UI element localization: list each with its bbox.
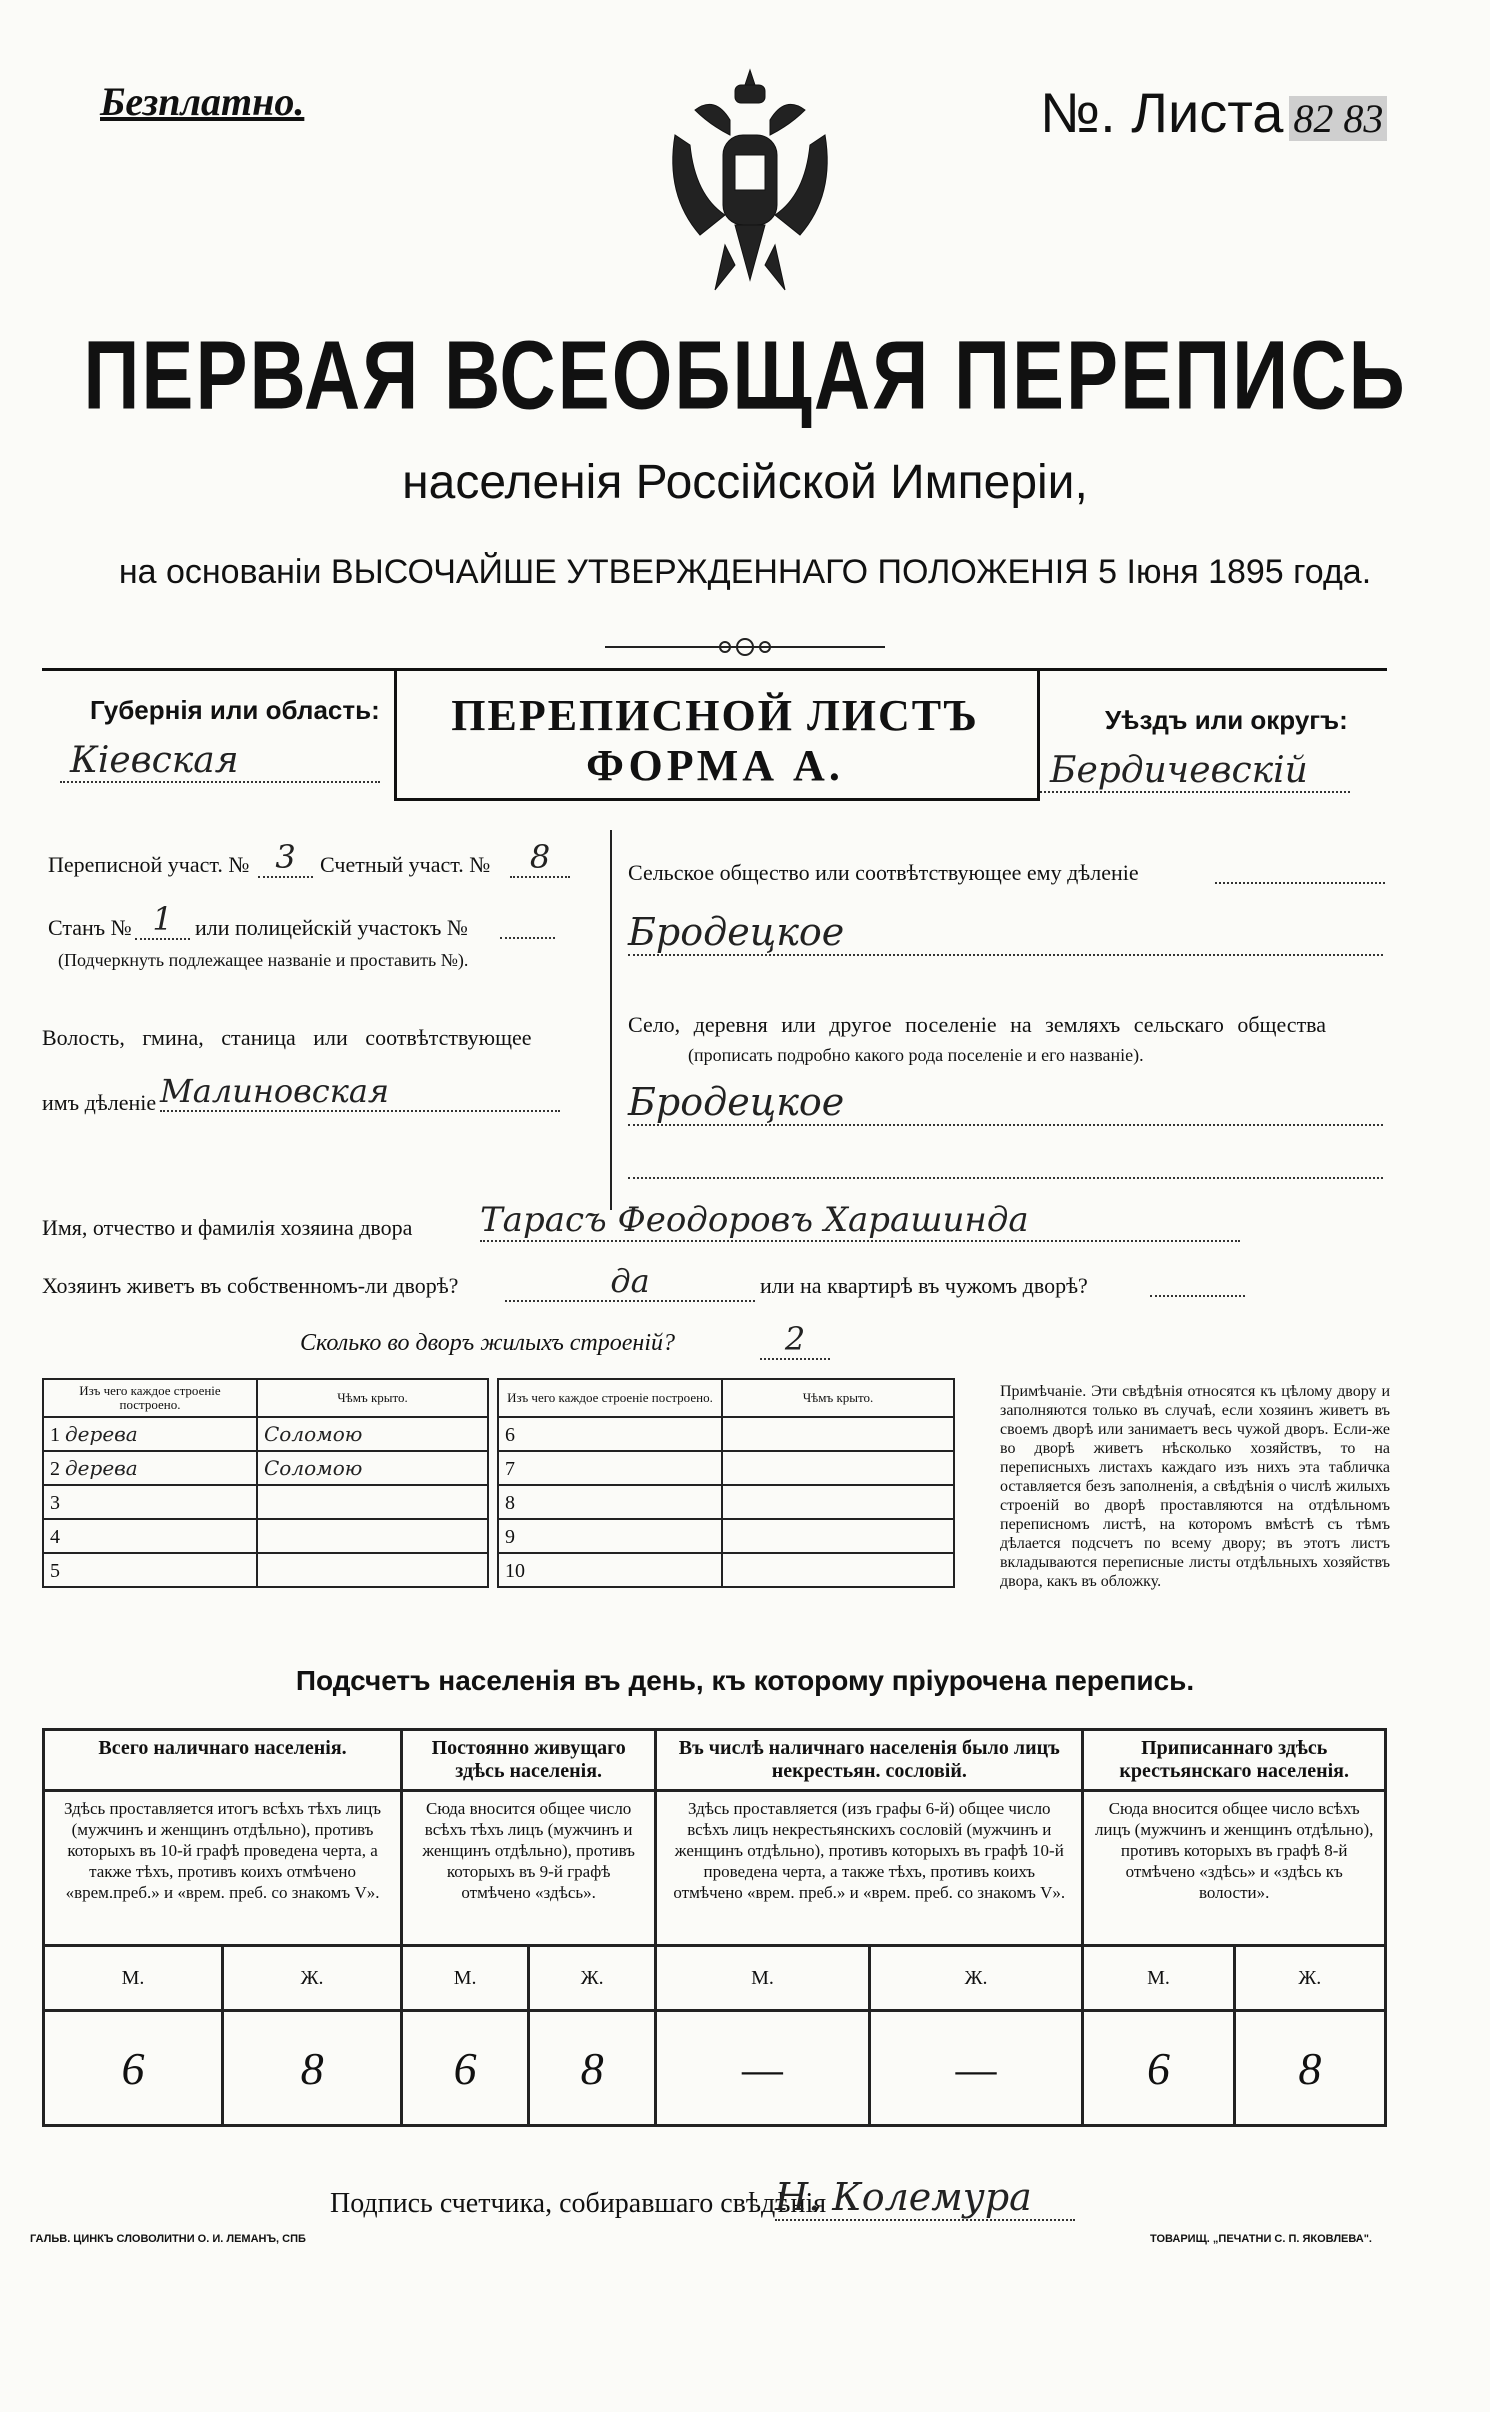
ornament-divider [605,632,885,662]
permanent-female[interactable]: 8 [529,2011,656,2126]
female-label: Ж. [223,1946,402,2011]
legal-basis: на основаніи ВЫСОЧАЙШЕ УТВЕРЖДЕННАГО ПОЛОЖЕНІЯ 5 Іюня 1895 года. [118,553,1372,591]
buildings-note: Примѣчаніе. Эти свѣдѣнія относятся къ цѣлому двору и заполняются только въ случаѣ, если хозяинъ живетъ въ своемъ дворѣ или занимаетъ весь чужой дворъ. Если-же во дворѣ живетъ нѣсколько хозяйствъ, то на переписныхъ листахъ каждаго изъ нихъ эта табличка оставляется безъ заполненія, а свѣдѣнія о числѣ жилыхъ строеній во дворѣ проставляются на отдѣльномъ переписномъ листѣ, на которомъ вмѣстѣ съ тѣмъ дѣлается подсчетъ по всему двору; въ этотъ листъ вкладываются переписные листы отдѣльныхъ хозяйствъ двора, какъ въ обложку. [1000,1383,1390,1590]
volost-field[interactable]: Малиновская [160,1072,560,1112]
total-present-female[interactable]: 8 [223,2011,402,2126]
printer-credit-right: ТОВАРИЩ. „ПЕЧАТНИ С. П. ЯКОВЛЕВА". [1150,2233,1372,2245]
roof-cell[interactable] [722,1417,954,1451]
table-row [43,1519,488,1553]
table-row [498,1451,954,1485]
population-count-table [42,1728,1387,2127]
permanent-desc: Сюда вносится общее число всѣхъ тѣхъ лицъ (мужчинъ и женщинъ отдѣльно), противъ которыхъ въ 9-й графѣ отмѣчено «здѣсь». [402,1791,656,1946]
roof-cell[interactable] [722,1485,954,1519]
society-label: Сельское общество или соотвѣтствующее ему дѣленіе [628,860,1139,885]
census-section-field[interactable]: 3 [258,838,313,878]
sheet-number-value: 82 83 [1289,96,1387,141]
roof-cell[interactable] [257,1485,488,1519]
volost-label: Волость, гмина, станица или соотвѣтствующее [42,1025,532,1050]
permanent-header: Постоянно живущаго здѣсь населенія. [402,1730,656,1791]
uezd-label: Уѣздъ или округъ: [1105,705,1348,735]
owner-field[interactable]: Тарасъ Феодоровъ Харашинда [480,1200,1240,1242]
society-field[interactable]: Бродецкое [628,910,1383,956]
table-row [43,1553,488,1587]
table-header-row [43,1379,488,1417]
material-cell[interactable]: 5 [43,1553,257,1587]
police-label: или полицейскій участокъ № [195,915,468,940]
village-extra-line [628,1175,1383,1179]
male-label: М. [402,1946,529,2011]
gubernia-label: Губернія или область: [90,695,380,725]
total-present-male[interactable]: 6 [44,2011,223,2126]
printer-credit-left: ГАЛЬВ. ЦИНКЪ СЛОВОЛИТНИ О. И. ЛЕМАНЪ, СПБ [30,2233,306,2245]
document-title: ПЕРВАЯ ВСЕОБЩАЯ ПЕРЕПИСЬ [83,319,1407,430]
material-cell[interactable]: 7 [498,1451,722,1485]
buildings-count-field[interactable]: 2 [760,1320,830,1360]
table-row [43,1485,488,1519]
form-a-label: ФОРМА А. [586,741,844,790]
free-label: Безплатно. [100,79,305,124]
total-present-header: Всего наличнаго населенія. [44,1730,402,1791]
roof-cell[interactable] [722,1553,954,1587]
male-label: М. [44,1946,223,2011]
stan-field[interactable]: 1 [135,900,190,940]
signature-field[interactable]: Н. Колемура [775,2175,1075,2221]
table-row [498,1519,954,1553]
roof-cell[interactable]: Соломою [257,1451,488,1485]
material-cell[interactable]: 1 дерева [43,1417,257,1451]
table-row [498,1417,954,1451]
census-section-label: Переписной участ. № [48,852,250,877]
owner-label: Имя, отчество и фамилія хозяина двора [42,1215,413,1240]
non-peasant-header: Въ числѣ наличнаго населенія было лицъ некрестьян. сословій. [656,1730,1083,1791]
stan-label: Станъ № [48,915,132,940]
material-cell[interactable]: 10 [498,1553,722,1587]
signature-label: Подпись счетчика, собиравшаго свѣдѣнія [330,2188,827,2219]
sheet-number-label: №. Листа [1040,81,1284,144]
count-values-row [44,2011,1386,2126]
material-cell[interactable]: 8 [498,1485,722,1519]
count-desc-row [44,1791,1386,1946]
registered-peasant-female[interactable]: 8 [1234,2011,1385,2126]
rent-field[interactable] [1150,1293,1245,1297]
roof-cell[interactable] [722,1451,954,1485]
female-label: Ж. [1234,1946,1385,2011]
double-headed-eagle-emblem [655,65,845,315]
non-peasant-desc: Здѣсь проставляется (изъ графы 6-й) общее число всѣхъ лицъ некрестьянскихъ сословій (мужчинъ и женщинъ отдѣльно), противъ которыхъ въ графѣ 10-й проведена черта, а также тѣхъ, противъ коихъ отмѣчено «врем. преб.» и «врем. преб. со знакомъ V». [656,1791,1083,1946]
material-cell[interactable]: 9 [498,1519,722,1553]
material-header: Изъ чего каждое строеніе построено. [43,1379,257,1417]
roof-cell[interactable]: Соломою [257,1417,488,1451]
police-field[interactable] [500,935,555,939]
registered-peasant-desc: Сюда вносится общее число всѣхъ лицъ (мужчинъ и женщинъ отдѣльно), противъ которыхъ въ графѣ 8-й отмѣчено «здѣсь» и «здѣсь къ волости». [1083,1791,1386,1946]
table-row [498,1485,954,1519]
gubernia-field[interactable]: Кіевская [60,740,380,783]
count-section-field[interactable]: 8 [510,838,570,878]
table-row [43,1451,488,1485]
count-title: Подсчетъ населенія въ день, къ которому пріурочена перепись. [295,1665,1195,1696]
total-present-desc: Здѣсь проставляется итогъ всѣхъ тѣхъ лицъ (мужчинъ и женщинъ отдѣльно), противъ которыхъ въ 10-й графѣ проведена черта, а также тѣхъ, противъ коихъ отмѣчено «врем.преб.» и «врем. преб. со знакомъ V». [44,1791,402,1946]
count-header-row [44,1730,1386,1791]
material-cell[interactable]: 2 дерева [43,1451,257,1485]
own-yard-field[interactable]: да [505,1262,755,1302]
roof-cell[interactable] [257,1553,488,1587]
document-subtitle: населенія Россійской Имперіи, [402,456,1088,509]
police-note: (Подчеркнуть подлежащее названіе и проставить №). [58,950,469,970]
female-label: Ж. [529,1946,656,2011]
rent-label: или на квартирѣ въ чужомъ дворѣ? [760,1273,1088,1298]
material-cell[interactable]: 4 [43,1519,257,1553]
roof-cell[interactable] [257,1519,488,1553]
permanent-male[interactable]: 6 [402,2011,529,2126]
table-row [43,1417,488,1451]
buildings-table-left [42,1378,489,1588]
male-label: М. [656,1946,870,2011]
roof-header: Чѣмъ крыто. [722,1379,954,1417]
male-label: М. [1083,1946,1234,2011]
non-peasant-male[interactable]: — [656,2011,870,2126]
count-mf-row [44,1946,1386,2011]
registered-peasant-header: Приписаннаго здѣсь крестьянскаго населенія. [1083,1730,1386,1791]
form-title: ПЕРЕПИСНОЙ ЛИСТЪ [451,691,979,740]
sheet-number [1040,80,1387,146]
village-note: (прописать подробно какого рода поселеніе и его названіе). [688,1045,1144,1065]
village-label: Село, деревня или другое поселеніе на земляхъ сельскаго общества [628,1012,1327,1037]
section-divider [610,830,612,1210]
material-cell[interactable]: 6 [498,1417,722,1451]
material-cell[interactable]: 3 [43,1485,257,1519]
roof-header: Чѣмъ крыто. [257,1379,488,1417]
non-peasant-female[interactable]: — [869,2011,1083,2126]
volost-label-2: имъ дѣленіе [42,1090,157,1115]
count-section-label: Счетный участ. № [320,852,491,877]
roof-cell[interactable] [722,1519,954,1553]
female-label: Ж. [869,1946,1083,2011]
village-field[interactable]: Бродецкое [628,1080,1383,1126]
registered-peasant-male[interactable]: 6 [1083,2011,1234,2126]
own-yard-label: Хозяинъ живетъ въ собственномъ-ли дворѣ? [42,1273,459,1298]
table-row [498,1553,954,1587]
table-header-row [498,1379,954,1417]
material-header: Изъ чего каждое строеніе построено. [498,1379,722,1417]
buildings-label: Сколько во дворъ жилыхъ строеній? [300,1330,675,1356]
buildings-table-right [497,1378,955,1588]
uezd-field[interactable]: Бердичевскій [1040,750,1350,793]
society-line [1215,880,1385,884]
